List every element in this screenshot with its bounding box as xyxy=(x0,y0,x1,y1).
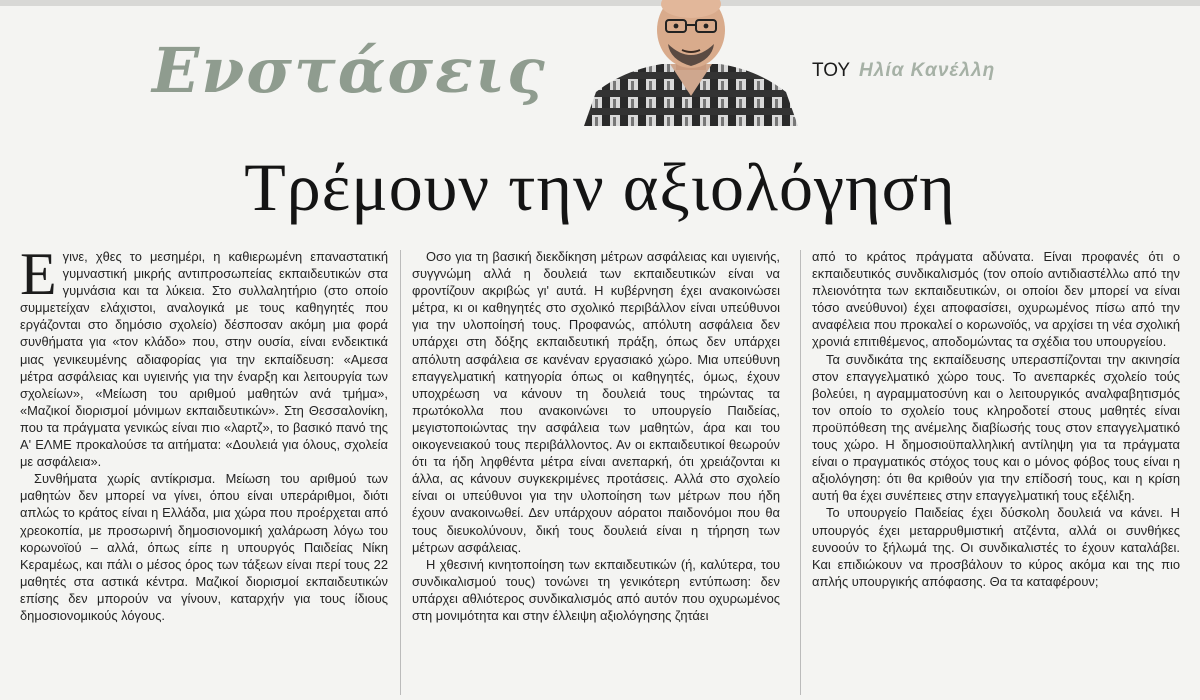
paragraph: Η χθεσινή κινητοποίηση των εκπαιδευτικών (ή, καλύτερα, του συνδικαλισμού τους) τονώνει τη γενικότερη εντύπωση: δεν υπάρχει αθλιότερος συνδικαλισμός από αυτόν που οχυρωμένος στη μονιμότητα και στην έλλειψη αξιολόγησης ζητάει xyxy=(412,556,780,623)
byline xyxy=(812,60,995,82)
paragraph: Το υπουργείο Παιδείας έχει δύσκολη δουλειά να κάνει. Η υπουργός έχει μεταρρυθμιστική ατζέντα, αλλά οι συνθήκες ευνοούν το ξήλωμά της. Οι συνδικαλιστές το έχουν καταλάβει. Και επιδιώκουν να προσβάλουν το κύρος ακόμα και της πιο απλής υπουργικής απόφασης. Θα τα καταφέρουν; xyxy=(812,505,1180,589)
byline-author: Ηλία Κανέλλη xyxy=(859,60,996,81)
article-column-1 xyxy=(20,248,388,700)
author-portrait-icon xyxy=(584,0,798,126)
column-divider xyxy=(400,250,401,695)
drop-cap: Ε xyxy=(20,248,57,307)
byline-prefix: ΤΟΥ xyxy=(812,60,850,81)
article-column-3 xyxy=(812,248,1180,700)
paragraph-text: γινε, χθες το μεσημέρι, η καθιερωμένη επαναστατική γυμναστική μικρής αντιπροσωπείας εκπαιδευτικών στα γυμνάσια και τα λύκεια. Στο συλλαλητήριο (στο οποίο συμμετείχαν ελάχιστοι, αναλογικά με τους καθηγητές που εργάζονται στο δημόσιο σχολείο) δέσποσαν ακόμη μια φορά συνθήματα για «τον κλάδο» που, στην ουσία, είναι ενδεικτικά μιας γενικευμένης αδιαφορίας για την εκπαίδευση: «Αμεσα μέτρα ασφάλειας και υγιεινής για την έναρξη και λειτουργία των σχολείων», «Μείωση του αριθμού μαθητών ανά τμήμα», «Μαζικοί διορισμοί μόνιμων εκπαιδευτικών». Στη Θεσσαλονίκη, που τα πράγματα γενικώς είναι πιο «λαρτζ», το βασικό πανό της Α' ΕΛΜΕ προκαλούσε τα αιτήματα: «Δουλειά για όλους, σχολεία με ασφάλεια». xyxy=(20,249,388,470)
article-column-2 xyxy=(412,248,780,700)
paragraph: Τα συνδικάτα της εκπαίδευσης υπερασπίζονται την ακινησία στον επαγγελματικό χώρο τους. Το ανεπαρκές σχολείο τούς βολεύει, η αγραμματοσύνη και ο λειτουργικός αναλφαβητισμός τον οποίο το σχολείο τους κληροδοτεί στους μαθητές είναι προϋπόθεση της ανέμελης διαβίωσής τους στον επαγγελματικό τους χώρο. Η δημοσιοϋπαλληλική αντίληψη για τα πράγματα είναι ο πραγματικός στόχος τους και ο μόνος φόβος τους είναι η αξιολόγηση: ότι θα κριθούν για την επίδοσή τους, και η κρίση αυτή θα έχει συνέπειες στην επαγγελματική τους εξέλιξη. xyxy=(812,351,1180,504)
article-headline: Τρέμουν την αξιολόγηση xyxy=(244,149,956,225)
paragraph: Συνθήματα χωρίς αντίκρισμα. Μείωση του αριθμού των μαθητών δεν μπορεί να γίνει, όπου είναι υπεράριθμοι, διότι απλώς το κράτος είναι η Ελλάδα, μια χώρα που προέρχεται από χρεοκοπία, με προσωρινή δημοσιονομική χαλάρωση λόγω του κορωνοϊού – αλλά, όπως είπε η υπουργός Παιδείας Νίκη Κεραμέως, και πάλι ο μέσος όρος των τάξεων είναι περί τους 22 μαθητές στα αστικά κέντρα. Μαζικοί διορισμοί εκπαιδευτικών επίσης δεν μπορούν να γίνουν, καταρχήν για τους ίδιους δημοσιονομικούς λόγους. xyxy=(20,471,388,623)
column-divider xyxy=(800,250,801,695)
paragraph: Οσο για τη βασική διεκδίκηση μέτρων ασφάλειας και υγιεινής, συγγνώμη αλλά η δουλειά των εκπαιδευτικών είναι να φροντίζουν ακριβώς γι' αυτά. Η κυβέρνηση έχει ανακοινώσει μέτρα, κι οι καθηγητές στο σχολικό περιβάλλον είναι υπεύθυνοι για την υλοποίησή τους. Προφανώς, απόλυτη ασφάλεια δεν υπάρχει στη δόξης εκπαιδευτική πράξη, όπως δεν υπάρχει απόλυτη ασφάλεια σε κανέναν εργασιακό χώρο. Μια υπεύθυνη επαγγελματική κατηγορία όπως οι καθηγητές, όμως, έχουν υποχρέωση να κάνουν τη δουλειά τους τηρώντας τα πρωτόκολλα που ανακοινώνει το υπουργείο Παιδείας, μεγιστοποιώντας την ασφάλεια των μαθητών, άρα και του οικογενειακού τους περιβάλλοντος. Αν οι εκπαιδευτικοί θεωρούν ότι τα ήδη ληφθέντα μέτρα είναι ανεπαρκή, ότι χρειάζονται κι άλλα, ας κάνουν συγκεκριμένες προτάσεις. Αλλά στο σχολείο είναι οι υπεύθυνοι για την υλοποίηση των μέτρων που ήδη έχουν ανακοινωθεί. Δεν υπάρχουν αόρατοι παιδονόμοι που θα τους διευκολύνουν, δική τους δουλειά είναι η τήρηση των μέτρων ασφάλειας. xyxy=(412,249,780,555)
author-photo xyxy=(584,0,798,126)
column-name: Ενστάσεις xyxy=(152,34,547,107)
paragraph: από το κράτος πράγματα αδύνατα. Είναι προφανές ότι ο εκπαιδευτικός συνδικαλισμός (τον οποίο αντιδιαστέλλω από την πλειονότητα των εκπαιδευτικών, οι οποίοι δεν μπορεί να είναι τόσο ανεύθυνοι) έχει αποφασίσει, οχυρωμένος πίσω από την αναφέλεια που προκαλεί ο κορωνοϊός, να αρχίσει τη νέα σχολική χρονιά επιτιθέμενος, αποδομώντας τα σχέδια του υπουργείου. xyxy=(812,249,1180,350)
paragraph xyxy=(20,248,388,470)
